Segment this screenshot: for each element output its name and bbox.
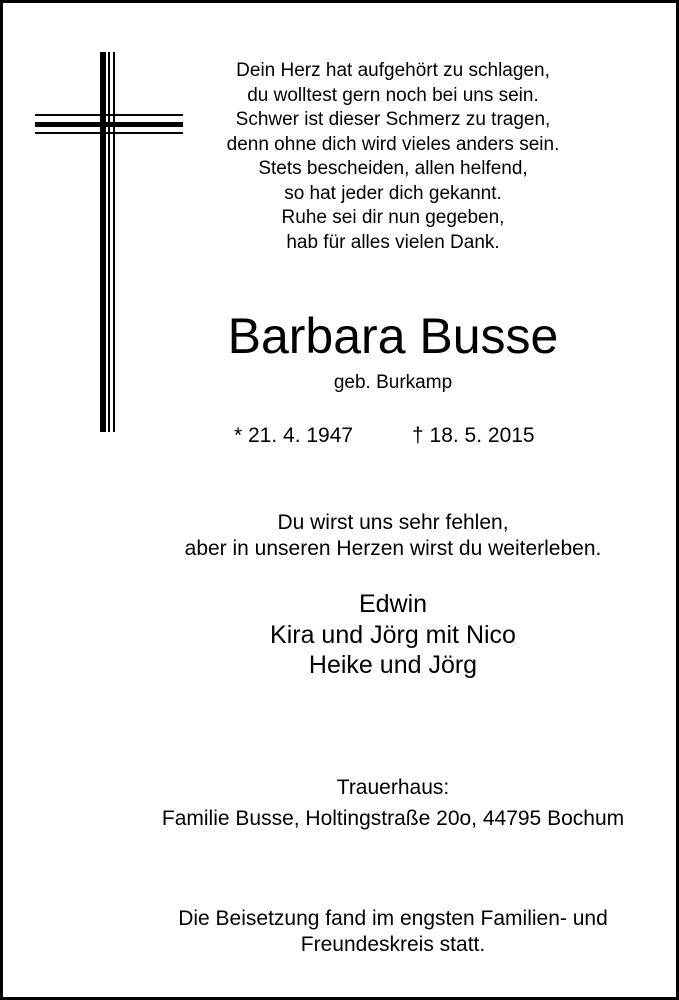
poem-line: denn ohne dich wird vieles anders sein. <box>226 133 560 155</box>
mourner-name: Edwin <box>358 590 428 618</box>
poem <box>203 59 583 255</box>
poem-line: Schwer ist dieser Schmerz zu tragen, <box>235 109 551 130</box>
mourner-name: Kira und Jörg mit Nico <box>270 620 516 649</box>
poem-line: Stets bescheiden, allen helfend, <box>258 158 528 179</box>
mourners-list <box>143 589 643 681</box>
cross-icon <box>3 3 193 443</box>
poem-line: so hat jeder dich gekannt. <box>284 182 502 204</box>
poem-line: hab für alles vielen Dank. <box>286 231 500 253</box>
birth-date: * 21. 4. 1947 <box>234 424 354 447</box>
poem-line: Dein Herz hat aufgehört zu schlagen, <box>236 60 550 81</box>
deceased-name: Barbara Busse <box>227 308 559 364</box>
death-date: † 18. 5. 2015 <box>412 424 535 447</box>
mourning-house-address: Familie Busse, Holtingstraße 20o, 44795 Bochum <box>161 807 625 830</box>
mourning-house-label: Trauerhaus: <box>336 776 450 799</box>
farewell-message <box>103 510 679 562</box>
mourning-house <box>93 772 679 834</box>
maiden-name: geb. Burkamp <box>333 372 453 393</box>
poem-line: Ruhe sei dir nun gegeben, <box>281 207 505 228</box>
mourner-name: Heike und Jörg <box>308 651 478 679</box>
funeral-note-line: Die Beisetzung fand im engsten Familien- und <box>178 907 608 930</box>
funeral-note-line: Freundeskreis statt. <box>300 933 486 956</box>
funeral-note <box>93 906 679 958</box>
poem-line: du wolltest gern noch bei uns sein. <box>247 84 539 106</box>
farewell-line: aber in unseren Herzen wirst du weiterleben. <box>184 537 602 560</box>
farewell-line: Du wirst uns sehr fehlen, <box>277 511 509 534</box>
